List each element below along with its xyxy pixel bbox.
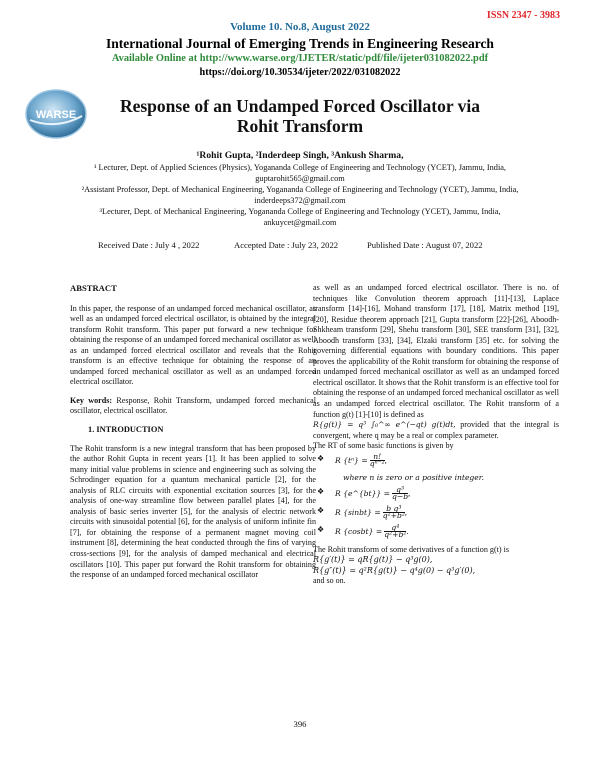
bullet-diamond-icon: ❖ (317, 486, 325, 496)
eq-lhs: R {tⁿ} = (335, 455, 368, 465)
fraction (384, 522, 407, 540)
fraction (369, 451, 385, 469)
affiliation-3: ³Lecturer, Dept. of Mechanical Engineering, Yogananda College of Engineering and Technology (YCET), Jammu, India, ankuycet@gmail.com (99, 207, 501, 227)
issn-label: ISSN 2347 - 3983 (486, 10, 560, 21)
definition-tail: provided that the integral is convergent, where q may be a real or complex parameter. (313, 420, 560, 440)
doi-link[interactable]: https://doi.org/10.30534/ijeter/2022/031082022 (199, 67, 401, 78)
intro-heading: 1. INTRODUCTION (88, 425, 164, 435)
note-text: where n is zero or a positive integer. (343, 472, 484, 482)
keywords (70, 396, 316, 417)
page-number: 396 (293, 719, 307, 729)
online-url[interactable]: Available Online at http://www.warse.org/IJETER/static/pdf/file/ijeter031082022.pdf (111, 53, 489, 64)
published-date: Published Date : August 07, 2022 (367, 240, 483, 250)
definition-equation: R{g(t)} = q³ ∫₀^∞ e^(−qt) g(t)dt, (313, 420, 456, 430)
fraction-denominator: qⁿ⁻² (369, 459, 385, 469)
fraction-denominator: q²+b² (384, 530, 407, 540)
keywords-text: Response, Rohit Transform, undamped forced mechanical oscillator, electrical oscillator. (70, 395, 316, 416)
accepted-date: Accepted Date : July 23, 2022 (234, 240, 339, 250)
eq-lhs: R {e^{bt}} = (335, 488, 391, 498)
affiliation-2: ²Assistant Professor, Dept. of Mechanical Engineering, Yogananda College of Engineering and Technology (YCET), Jammu, India, inderdeeps372@gmail.com (81, 185, 519, 205)
fraction-numerator: q³ (392, 487, 408, 495)
definition-line (313, 420, 559, 441)
abstract-text: In this paper, the response of an undamped forced mechanical oscillator, as well as an undamped forced electrical oscillator, is obtained by the integral transform Rohit transform. This paper put forward a new technique for obtaining the response of an undamped forced mechanical oscillator as well as an undamped forced electrical oscillator and reveals that the Rohit transform is an effective technique for obtaining the response of an undamped forced mechanical oscillator as well as an undamped forced electrical oscillator. (70, 303, 316, 387)
logo-text: WARSE (35, 109, 77, 121)
derivative-3: and so on. (313, 576, 346, 586)
derivative-2: R{g″(t)} = q²R{g(t)} − q⁴g(0) − q³g′(0), (313, 565, 476, 575)
fraction-numerator: b q³ (383, 506, 405, 514)
eq-lhs: R {cosbt} = (335, 526, 383, 536)
keywords-label: Key words: (70, 395, 113, 405)
fraction-numerator: q⁴ (384, 525, 406, 533)
title-line-1: Response of an Undamped Forced Oscillator via (119, 96, 481, 116)
paper-title (0, 96, 600, 136)
basic-function-2: ❖ R {e^{bt}} = $\frac{\text{q³}}{q-b}$ , (317, 484, 411, 502)
bullet-diamond-icon: ❖ (317, 453, 325, 463)
basic-function-1-note (313, 473, 559, 485)
fraction-denominator: q²+b² (382, 511, 405, 521)
eq-lhs: R {sinbt} = (335, 507, 381, 517)
derivative-intro: The Rohit transform of some derivatives of a function g(t) is (313, 544, 510, 554)
fraction (392, 484, 409, 502)
left-column (70, 283, 316, 581)
fraction (382, 503, 405, 521)
intro-text: The Rohit transform is a new integral transform that has been proposed by the author Rohit Gupta in recent years [1]. It has been applied to solve many initial value problems in science and engineering such as solving the Schrodinger equation for a quantum mechanical particle [2], for the analysis of RLC circuits with exponential excitation sources [3], for the analysis of one-way streamline flow between parallel plates [4], for the analysis of basic series inverter [5], for the analysis of electric network circuits with sinusoidal potential [6], for the analysis of uniform infinite fin [7], for obtaining the response of a permanent magnet moving coil instrument [8], determining the heat conducted through the fins of varying cross-sections [9], for the analysis of damped mechanical and electrical oscillators [10]. This paper put forward the Rohit transform for obtaining the response of an undamped forced mechanical oscillator (70, 443, 316, 580)
basic-function-1: ❖ R {tⁿ} = $\frac{n!}{\text{qⁿ⁻²}}$ , (317, 451, 387, 469)
right-column (313, 283, 559, 587)
rt-intro: The RT of some basic functions is given by (313, 441, 454, 451)
volume-line: Volume 10. No.8, August 2022 (230, 21, 370, 33)
bullet-diamond-icon: ❖ (317, 505, 325, 515)
fraction-numerator: n! (370, 454, 385, 462)
fraction-denominator: q−b (392, 492, 409, 502)
journal-name: International Journal of Emerging Trends in Engineering Research (106, 36, 494, 51)
affiliation-1: ¹ Lecturer, Dept. of Applied Sciences (Physics), Yogananda College of Engineering and Technology (YCET), Jammu, India, guptarohit565@gmail.com (93, 163, 507, 183)
bullet-diamond-icon: ❖ (317, 524, 325, 534)
derivative-1: R{g′(t)} = qR{g(t)} − q³g(0), (313, 555, 433, 565)
right-paragraph-1: as well as an undamped forced electrical oscillator. There is no. of techniques like Convolution theorem approach [11]-[13], Laplace transform [14]-[16], Mohand transform [17], [18], Matrix method [19], [20], Residue theorem approach [21], Gupta transform [22]-[26], Aboodh-Shkheam transform [29], Shehu transform [30], SEE transform [31], [32], Aboodh transform [33], [34], Elzaki transform [35] etc. for solving the governing differential equations with boundary conditions. This paper proves the applicability of the Rohit transform for obtaining the response of an undamped forced mechanical oscillator as well as an undamped forced electrical oscillator. It shows that the Rohit transform is an effective tool for obtaining the response of an undamped forced mechanical oscillator as well as an undamped forced electrical oscillator. The Rohit transform of a function g(t) [1]-[10] is defined as (313, 283, 559, 419)
author-list: ¹Rohit Gupta, ²Inderdeep Singh, ³Ankush Sharma, (196, 150, 404, 161)
basic-function-4: ❖ R {cosbt} = $\frac{\text{q⁴}}{\text{q²+b²}}$ . (317, 522, 409, 540)
received-date: Received Date : July 4 , 2022 (98, 240, 200, 250)
basic-function-3: ❖ R {sinbt} = $\frac{\text{b q³}}{\text{q²+b²}}$ , (317, 503, 407, 521)
abstract-heading: ABSTRACT (70, 283, 117, 293)
title-line-2: Rohit Transform (236, 116, 364, 136)
